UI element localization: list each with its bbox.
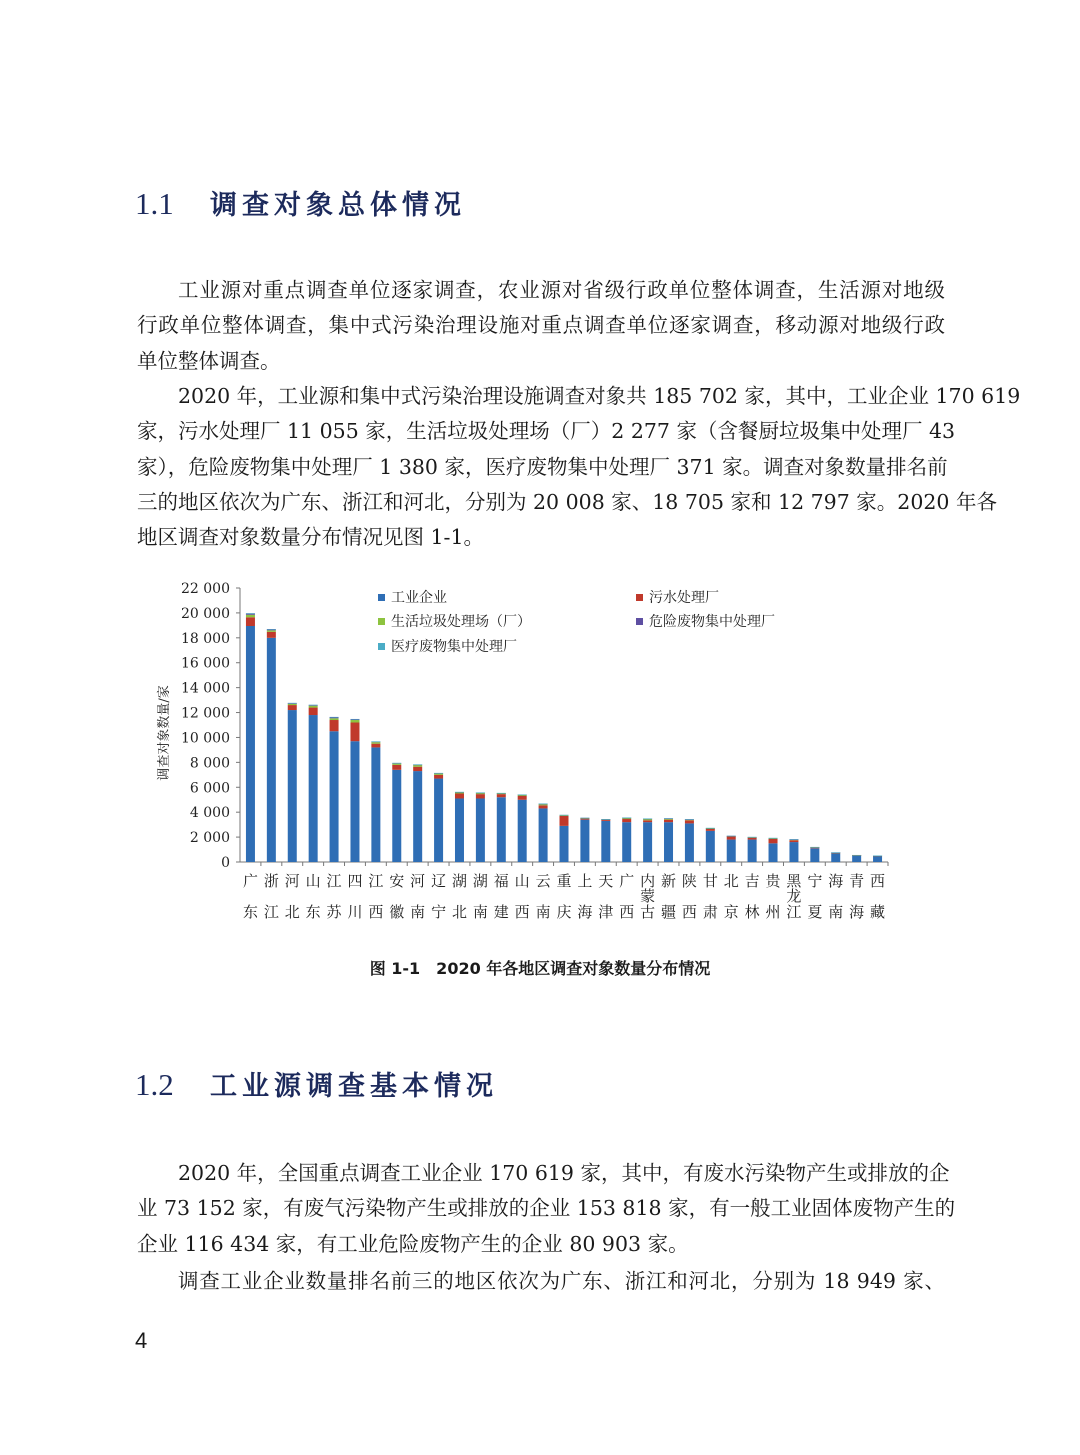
y-tick-label: 4 000 [189,805,230,822]
x-tick-label: 夏 [807,903,823,921]
bar-segment-1-22 [706,829,715,831]
x-tick-label: 建 [493,903,509,921]
bar-segment-4-0 [246,613,255,614]
bar-segment-4-7 [392,763,401,764]
x-tick-label: 吉 [744,872,760,890]
text-line: 业 73 152 家，有废气污染物产生或排放的企业 153 818 家，有一般工业固体废物产生的 [137,1196,956,1221]
x-tick-label: 新 [661,872,677,890]
section-heading-1-2 [135,1064,498,1103]
x-tick-label: 古 [640,903,656,921]
bar-segment-0-4 [330,731,339,862]
bar-segment-4-18 [622,817,631,818]
bar-segment-0-27 [810,848,819,862]
bar-segment-2-14 [539,804,548,805]
bar-segment-4-24 [748,837,757,838]
text-line: 调查工业企业数量排名前三的地区依次为广东、浙江和河北，分别为 18 949 家、 [178,1269,945,1293]
bar-segment-4-23 [727,836,736,837]
y-tick-label: 8 000 [189,755,230,772]
bar-segment-0-5 [350,741,359,862]
x-tick-label: 藏 [870,903,886,921]
bar-segment-1-3 [309,708,318,715]
legend-swatch [636,594,643,601]
bar-segment-1-18 [622,819,631,822]
bar-segment-4-26 [789,839,798,840]
bar-segment-0-6 [371,747,380,862]
y-tick-label: 2 000 [189,830,230,847]
x-tick-label: 湖 [451,872,467,890]
text-line: 工业源对重点调查单位逐家调查，农业源对省级行政单位整体调查，生活源对地级 [178,278,945,302]
bar-segment-1-24 [748,838,757,840]
bar-segment-0-23 [727,840,736,862]
bar-segment-4-6 [371,741,380,742]
x-tick-label: 东 [305,903,321,921]
x-tick-label: 内 [640,872,656,890]
bar-segment-1-21 [685,820,694,823]
bar-segment-0-15 [560,826,569,862]
bar-segment-4-5 [350,719,359,720]
x-tick-label: 肃 [702,903,718,921]
x-tick-label: 辽 [431,872,447,890]
x-tick-label: 云 [535,872,551,890]
bar-segment-2-8 [413,765,422,767]
bar-segment-1-11 [476,794,485,798]
bar-segment-1-19 [643,820,652,822]
bar-segment-1-0 [246,617,255,626]
x-tick-label: 江 [786,903,802,921]
bar-segment-1-9 [434,775,443,779]
x-tick-label: 北 [723,872,739,890]
x-tick-label: 龙 [786,887,802,905]
bar-segment-4-17 [601,819,610,820]
x-tick-label: 徽 [389,903,405,921]
bar-segment-2-6 [371,742,380,743]
bar-segment-0-29 [852,856,861,862]
legend-label: 生活垃圾处理场（厂） [391,614,531,630]
bar-segment-2-0 [246,615,255,617]
x-tick-label: 河 [410,872,426,890]
bar-segment-2-5 [350,720,359,722]
bar-segment-0-26 [789,842,798,862]
bar-segment-1-25 [769,839,778,843]
legend-label: 医疗废物集中处理厂 [391,639,517,655]
bar-segment-1-2 [288,705,297,710]
bar-segment-1-5 [350,723,359,742]
bar-segment-4-20 [664,818,673,819]
x-tick-label: 西 [619,903,635,921]
bar-segment-2-7 [392,764,401,765]
bar-segment-0-22 [706,831,715,862]
x-tick-label: 津 [598,903,614,921]
x-tick-label: 庆 [556,903,572,921]
text-line: 家），危险废物集中处理厂 1 380 家，医疗废物集中处理厂 371 家。调查对象数量排名前 [137,454,948,479]
x-tick-label: 上 [577,872,593,890]
text-line: 2020 年，工业源和集中式污染治理设施调查对象共 185 702 家，其中，工业企业 170 619 [178,384,1021,408]
bar-segment-4-10 [455,792,464,793]
section-number: 1.2 [135,1067,174,1102]
bar-segment-2-3 [309,706,318,708]
bar-segment-0-7 [392,770,401,862]
y-tick-label: 10 000 [181,730,230,747]
x-tick-label: 疆 [661,903,677,921]
bar-segment-4-21 [685,819,694,820]
x-tick-label: 京 [723,903,739,921]
x-tick-label: 蒙 [640,887,656,905]
text-line: 行政单位整体调查，集中式污染治理设施对重点调查单位逐家调查，移动源对地级行政 [137,313,945,338]
bar-segment-0-0 [246,626,255,862]
bar-segment-0-28 [831,853,840,862]
legend-label: 工业企业 [391,590,447,606]
x-tick-label: 山 [514,872,530,890]
bar-segment-4-3 [309,705,318,706]
x-tick-label: 四 [347,872,363,890]
legend-label: 危险废物集中处理厂 [649,614,775,630]
bar-segment-0-14 [539,808,548,862]
bar-segment-1-13 [518,796,527,800]
x-tick-label: 河 [284,872,300,890]
x-tick-label: 贵 [765,872,781,890]
paragraph-industrial-overview [137,1156,956,1262]
x-tick-label: 西 [514,903,530,921]
bar-segment-1-7 [392,765,401,770]
bar-segment-4-28 [831,852,840,853]
y-tick-label: 16 000 [181,655,230,672]
bar-segment-0-30 [873,856,882,862]
x-tick-label: 江 [263,903,279,921]
x-tick-label: 青 [849,872,865,890]
section-number: 1.1 [135,186,174,221]
bar-segment-4-19 [643,818,652,819]
text-line: 地区调查对象数量分布情况见图 1-1。 [137,525,485,550]
bar-segment-2-20 [664,819,673,820]
x-tick-label: 湖 [472,872,488,890]
y-tick-label: 6 000 [189,780,230,797]
x-tick-label: 广 [619,872,635,890]
x-tick-label: 天 [598,872,614,890]
bar-segment-0-20 [664,822,673,862]
y-tick-label: 18 000 [181,630,230,647]
bar-segment-0-18 [622,822,631,862]
x-tick-label: 北 [451,903,467,921]
bar-segment-4-22 [706,828,715,829]
x-tick-label: 宁 [807,872,823,890]
bar-segment-0-12 [497,797,506,862]
y-tick-label: 14 000 [181,680,230,697]
x-tick-label: 西 [870,872,886,890]
bar-segment-4-1 [267,629,276,630]
x-tick-label: 黑 [786,872,802,890]
x-tick-label: 福 [493,872,509,890]
bar-segment-0-19 [643,822,652,862]
x-tick-label: 宁 [431,903,447,921]
x-tick-label: 东 [242,903,258,921]
x-tick-label: 重 [556,872,572,890]
bar-segment-4-15 [560,815,569,816]
bar-segment-4-25 [769,838,778,839]
x-tick-label: 海 [849,903,865,921]
text-line: 单位整体调查。 [137,348,281,373]
bar-segment-0-2 [288,710,297,862]
x-tick-label: 江 [368,872,384,890]
y-axis-title: 调查对象数量/家 [157,685,172,781]
bar-segment-1-10 [455,794,464,799]
bar-segment-0-13 [518,800,527,862]
bar-segment-4-4 [330,717,339,718]
bar-segment-1-15 [560,816,569,826]
text-line: 2020 年，全国重点调查工业企业 170 619 家，其中，有废水污染物产生或排放的企 [178,1161,950,1185]
bar-segment-4-9 [434,773,443,774]
bar-segment-2-1 [267,630,276,631]
bar-segment-0-3 [309,715,318,862]
x-tick-label: 林 [744,903,760,921]
bar-segment-1-6 [371,744,380,748]
text-line: 企业 116 434 家，有工业危险废物产生的企业 80 903 家。 [137,1231,689,1256]
bar-segment-0-21 [685,823,694,862]
bar-segment-2-10 [455,793,464,794]
x-tick-label: 西 [368,903,384,921]
legend-swatch [636,618,643,625]
bar-segment-0-16 [580,820,589,862]
x-tick-label: 广 [242,872,258,890]
legend-swatch [378,643,385,650]
x-tick-label: 南 [535,903,551,921]
bar-segment-4-2 [288,703,297,704]
bar-segment-0-17 [601,821,610,862]
figure-caption: 图 1-1 2020 年各地区调查对象数量分布情况 [369,959,711,978]
bar-segment-4-30 [873,856,882,857]
bar-segment-1-1 [267,632,276,638]
x-tick-label: 川 [347,903,363,921]
bar-segment-4-11 [476,792,485,793]
x-tick-label: 江 [326,872,342,890]
bar-segment-2-4 [330,718,339,720]
bar-segment-0-11 [476,798,485,862]
bar-segment-4-16 [580,818,589,819]
bar-segment-4-29 [852,855,861,856]
x-tick-label: 海 [828,872,844,890]
legend-swatch [378,594,385,601]
x-tick-label: 西 [681,903,697,921]
y-tick-label: 20 000 [181,605,230,622]
paragraph-industrial-ranking [137,1264,945,1299]
bar-segment-4-12 [497,793,506,794]
bar-segment-0-25 [769,843,778,862]
bar-segment-4-27 [810,847,819,848]
text-line: 家，污水处理厂 11 055 家，生活垃圾处理场（厂）2 277 家（含餐厨垃圾集中处理厂 43 [137,419,956,444]
section-title: 工业源调查基本情况 [210,1071,498,1102]
legend-swatch [378,618,385,625]
bar-segment-4-8 [413,764,422,765]
bar-segment-4-13 [518,794,527,795]
bar-segment-2-9 [434,774,443,775]
x-tick-label: 南 [472,903,488,921]
x-tick-label: 苏 [326,903,342,921]
bar-segment-2-2 [288,704,297,705]
x-tick-label: 南 [410,903,426,921]
x-tick-label: 浙 [263,872,279,890]
x-tick-label: 州 [765,903,781,921]
text-line: 三的地区依次为广东、浙江和河北，分别为 20 008 家、18 705 家和 12 797 家。2020 年各 [137,489,997,514]
bar-segment-0-24 [748,840,757,862]
bar-segment-1-14 [539,805,548,808]
x-tick-label: 安 [389,872,405,890]
bar-segment-1-4 [330,720,339,731]
section-title: 调查对象总体情况 [210,190,466,221]
bar-segment-4-14 [539,804,548,805]
bar-segment-0-9 [434,779,443,862]
bar-segment-0-10 [455,798,464,862]
x-tick-label: 陕 [681,872,697,890]
bar-segment-1-20 [664,820,673,822]
legend-label: 污水处理厂 [649,590,719,606]
x-tick-label: 甘 [702,872,718,890]
bar-segment-1-12 [497,794,506,797]
x-tick-label: 海 [577,903,593,921]
bar-segment-0-8 [413,771,422,862]
y-tick-label: 12 000 [181,705,230,722]
page-number: 4 [135,1328,148,1353]
bar-segment-0-1 [267,638,276,862]
y-tick-label: 0 [221,855,230,871]
bar-segment-1-26 [789,840,798,842]
y-tick-label: 22 000 [181,581,230,597]
x-tick-label: 山 [305,872,321,890]
bar-segment-1-23 [727,836,736,839]
x-tick-label: 北 [284,903,300,921]
bar-segment-1-8 [413,767,422,771]
x-tick-label: 南 [828,903,844,921]
